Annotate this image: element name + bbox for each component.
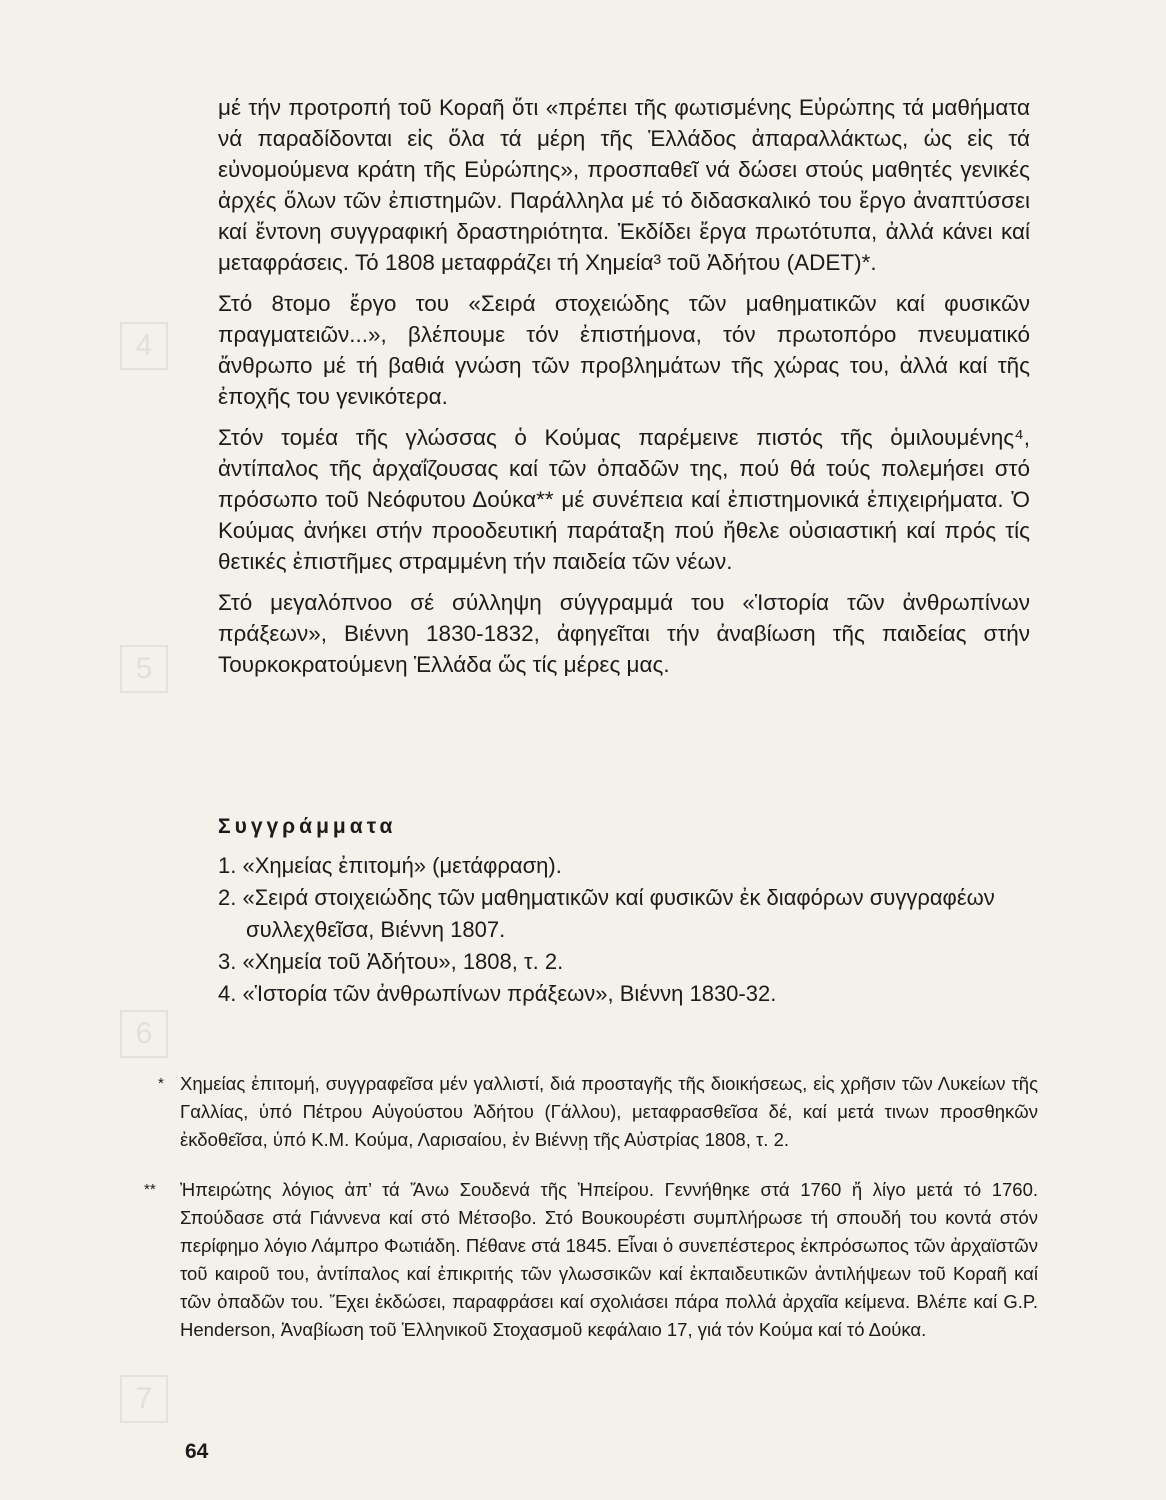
footnote-mark: **	[144, 1181, 156, 1198]
works-list-item: 2. «Σειρά στοιχειώδης τῶν μαθηματικῶν καί φυσικῶν ἐκ διαφόρων συγγραφέων συλλεχθεῖσα, Βιέννη 1807.	[218, 885, 995, 942]
bleed-through-mark: 5	[120, 645, 168, 693]
bleed-through-mark: 4	[120, 322, 168, 370]
main-text	[218, 92, 1030, 690]
footnote	[144, 1176, 1038, 1344]
footnote-text: Ἠπειρώτης λόγιος ἀπ’ τά Ἄνω Σουδενά τῆς Ἠπείρου. Γεννήθηκε στά 1760 ἤ λίγο μετά τό 1760. Σπούδασε στά Γιάννενα καί στό Μέτσοβο. Στό Βουκουρέστι συμπλήρωσε τή σπουδή του κοντά στόν περίφημο λόγιο Λάμπρο Φωτιάδη. Πέθανε στά 1845. Εἶναι ὁ συνεπέστερος ἐκπρόσωπος τῶν ἀρχαϊστῶν τοῦ καιροῦ του, ἀντίπαλος καί ἐπικριτής τῶν γλωσσικῶν καί ἐκπαιδευτικῶν ἀντιλήψεων τοῦ Κοραῆ καί τῶν ὀπαδῶν του. Ἔχει ἐκδώσει, παραφράσει καί σχολιάσει πάρα πολλά ἀρχαῖα κείμενα. Βλέπε καί G.P. Henderson, Ἀναβίωση τοῦ Ἑλληνικοῦ Στοχασμοῦ κεφάλαιο 17, γιά τόν Κούμα καί τό Δούκα.	[180, 1179, 1038, 1340]
works-list	[218, 850, 1030, 1010]
works-list-item: 3. «Χημεία τοῦ Ἀδήτου», 1808, τ. 2.	[218, 949, 564, 974]
bleed-through-mark: 7	[120, 1375, 168, 1423]
footnote	[158, 1070, 1038, 1154]
page-number: 64	[185, 1440, 209, 1463]
paragraph: μέ τήν προτροπή τοῦ Κοραῆ ὅτι «πρέπει τῆς φωτισμένης Εὐρώπης τά μαθήματα νά παραδίδονται εἰς ὅλα τά μέρη τῆς Ἑλλάδος ἀπαραλλάκτως, ὡς εἰς τά εὐνομούμενα κράτη τῆς Εὐρώπης», προσπαθεῖ νά δώσει στούς μαθητές γενικές ἀρχές ὅλων τῶν ἐπιστημῶν. Παράλληλα μέ τό διδασκαλικό του ἔργο ἀναπτύσσει καί ἔντονη συγγραφική δραστηριότητα. Ἐκδίδει ἔργα πρωτότυπα, ἀλλά κάνει καί μεταφράσεις. Τό 1808 μεταφράζει τή Χημεία³ τοῦ Ἀδήτου (ADET)*.	[218, 95, 1030, 275]
paragraph: Στό μεγαλόπνοο σέ σύλληψη σύγγραμμά του «Ἱστορία τῶν ἀνθρωπίνων πράξεων», Βιέννη 1830-1832, ἀφηγεῖται τήν ἀναβίωση τῆς παιδείας στήν Τουρκοκρατούμενη Ἑλλάδα ὥς τίς μέρες μας.	[218, 590, 1030, 677]
footnote-text: Χημείας ἐπιτομή, συγγραφεῖσα μέν γαλλιστί, διά προσταγῆς τῆς διοικήσεως, εἰς χρῆσιν τῶν Λυκείων τῆς Γαλλίας, ὑπό Πέτρου Αὐγούστου Ἀδήτου (Γάλλου), μεταφρασθεῖσα δέ, καί μετά τινων προσθηκῶν ἐκδοθεῖσα, ὑπό Κ.Μ. Κούμα, Λαρισαίου, ἐν Βιέννῃ τῆς Αὐστρίας 1808, τ. 2.	[180, 1073, 1038, 1150]
footnote-mark: *	[158, 1075, 164, 1092]
works-list-item: 4. «Ἱστορία τῶν ἀνθρωπίνων πράξεων», Βιέννη 1830-32.	[218, 981, 777, 1006]
works-list-item: 1. «Χημείας ἐπιτομή» (μετάφραση).	[218, 853, 562, 878]
paragraph: Στόν τομέα τῆς γλώσσας ὁ Κούμας παρέμεινε πιστός τῆς ὁμιλουμένης⁴, ἀντίπαλος τῆς ἀρχαΐζουσας καί τῶν ὀπαδῶν της, πού θά τούς πολεμήσει στό πρόσωπο τοῦ Νεόφυτου Δούκα** μέ συνέπεια καί ἐπιστημονικά ἐπιχειρήματα. Ὁ Κούμας ἀνήκει στήν προοδευτική παράταξη πού ἤθελε οὐσιαστική καί πρός τίς θετικές ἐπιστῆμες στραμμένη τήν παιδεία τῶν νέων.	[218, 425, 1030, 574]
footnotes	[144, 1070, 1038, 1366]
paragraph: Στό 8τομο ἔργο του «Σειρά στοχειώδης τῶν μαθηματικῶν καί φυσικῶν πραγματειῶν...», βλέπουμε τόν ἐπιστήμονα, τόν πρωτοπόρο πνευματικό ἄνθρωπο μέ τή βαθιά γνώση τῶν προβλημάτων τῆς χώρας του, ἀλλά καί τῆς ἐποχῆς του γενικότερα.	[218, 291, 1030, 409]
section-heading-works: Συγγράμματα	[218, 815, 397, 838]
bleed-through-mark: 6	[120, 1010, 168, 1058]
